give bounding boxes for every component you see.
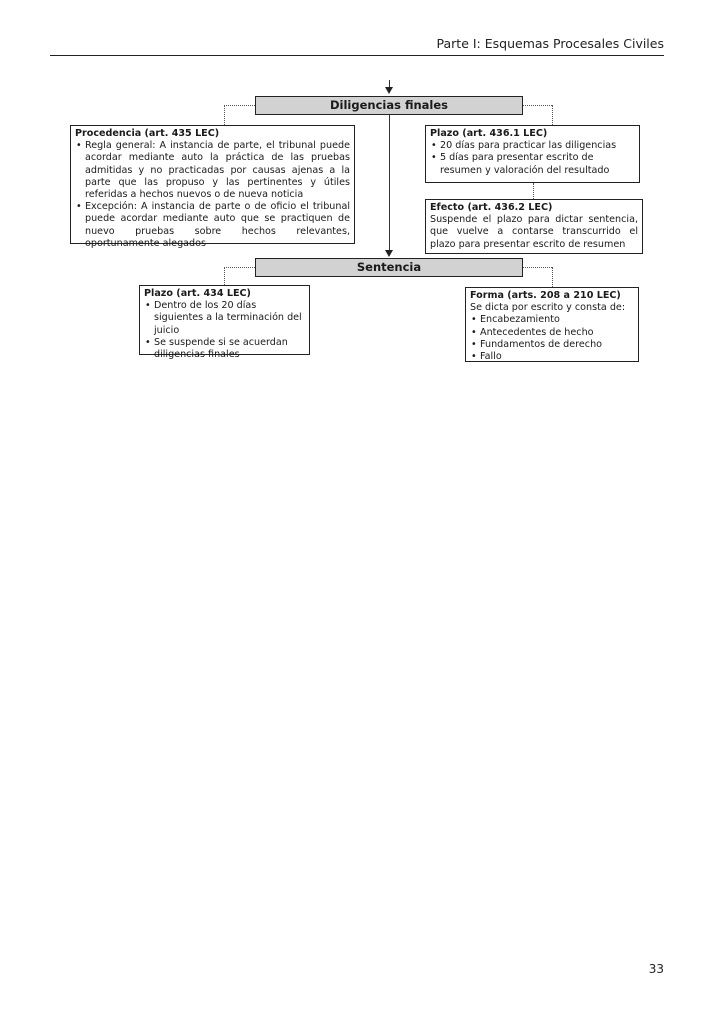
plazo-diligencias-item: • 20 días para practicar las diligencias [430, 140, 635, 152]
efecto-text: Suspende el plazo para dictar sentencia, que vuelve a contarse transcurrido el plazo para presentar escrito de resumen [430, 214, 638, 250]
forma-item: • Fallo [470, 351, 634, 363]
plazo-sentencia-box [139, 285, 310, 361]
procedencia-item: • Regla general: A instancia de parte, el tribunal puede acordar mediante auto la práctica de las pruebas admitidas y no practicadas por causas ajenas a la parte que las propuso y las pertinentes y útiles referidas a hechos nuevos o de nueva noticia [75, 140, 350, 201]
connector-left-down [224, 105, 225, 125]
connector-left [224, 267, 255, 268]
procedencia-item: • Excepción: A instancia de parte o de oficio el tribunal puede acordar mediante auto que se practiquen de nuevo pruebas sobre hechos relevantes, oportunamente alegados [75, 201, 350, 250]
forma-box [465, 287, 639, 362]
efecto-box [425, 199, 643, 254]
diligencias-finales-banner: Diligencias finales [255, 96, 523, 115]
forma-title: Forma (arts. 208 a 210 LEC) [470, 290, 621, 301]
efecto-title: Efecto (art. 436.2 LEC) [430, 202, 553, 213]
sentencia-banner: Sentencia [255, 258, 523, 277]
procedencia-title: Procedencia (art. 435 LEC) [75, 128, 220, 139]
forma-item: • Encabezamiento [470, 314, 634, 326]
connector-left [224, 105, 255, 106]
connector-plazo-efecto [533, 183, 534, 199]
plazo-diligencias-item: • 5 días para presentar escrito de resumen y valoración del resultado [430, 152, 635, 176]
plazo-diligencias-title: Plazo (art. 436.1 LEC) [430, 128, 548, 139]
main-connector [389, 115, 390, 251]
arrow-down-icon [385, 250, 393, 257]
plazo-sentencia-item: • Se suspende si se acuerdan diligencias finales [144, 337, 305, 361]
page-number: 33 [648, 962, 664, 976]
plazo-diligencias-box [425, 125, 640, 183]
plazo-sentencia-item: • Dentro de los 20 días siguientes a la terminación del juicio [144, 300, 305, 337]
forma-item: • Antecedentes de hecho [470, 327, 634, 339]
connector-right-down [552, 105, 553, 125]
plazo-sentencia-title: Plazo (art. 434 LEC) [144, 288, 251, 299]
procedencia-box [70, 125, 355, 249]
arrow-down-icon [385, 87, 393, 94]
connector-right [523, 105, 552, 106]
forma-item: • Fundamentos de derecho [470, 339, 634, 351]
forma-intro: Se dicta por escrito y consta de: [470, 302, 626, 314]
running-header-title: Parte I: Esquemas Procesales Civiles [436, 36, 664, 51]
connector-right [523, 267, 552, 268]
header-rule [50, 55, 664, 56]
connector-right-down [552, 267, 553, 287]
connector-left-down [224, 267, 225, 285]
